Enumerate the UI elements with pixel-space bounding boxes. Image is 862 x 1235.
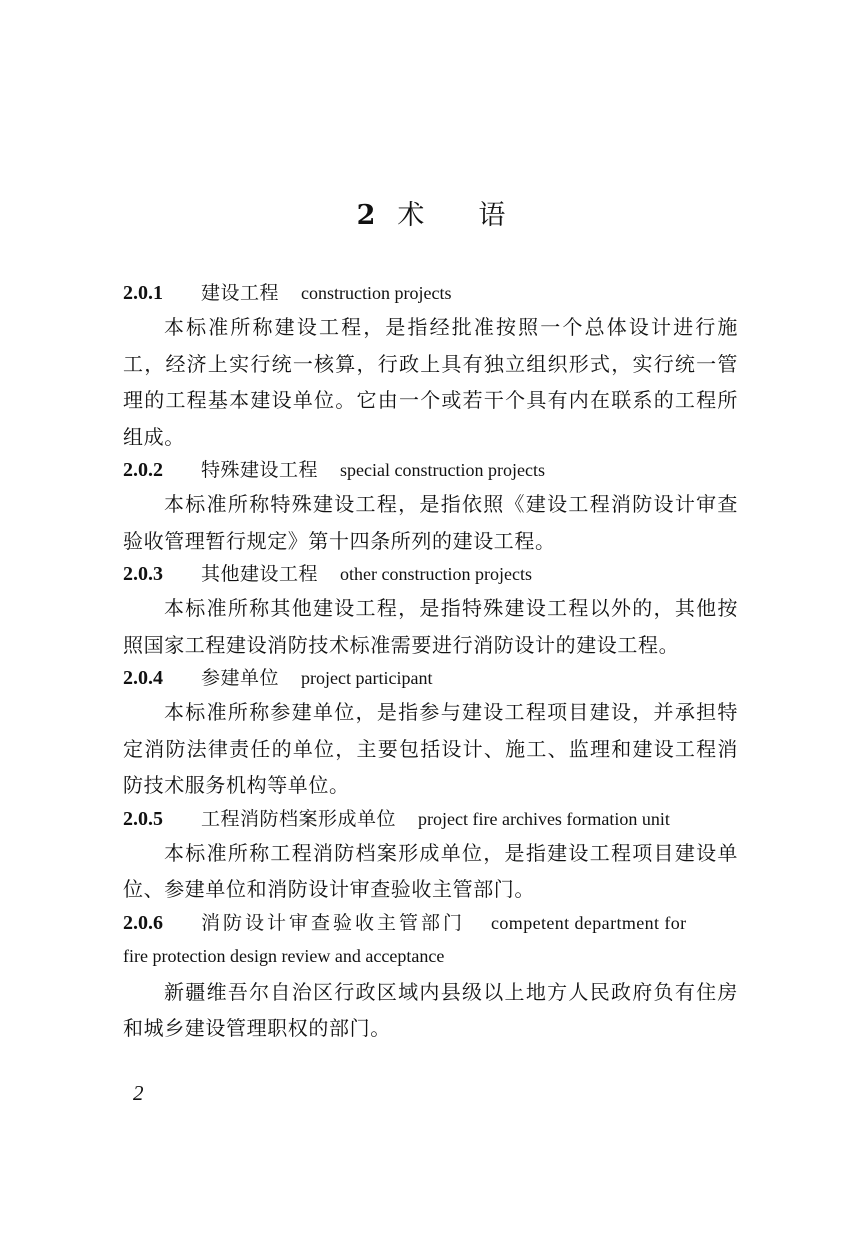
term-zh: 其他建设工程 (201, 563, 319, 585)
term-entry (123, 278, 738, 455)
term-en-continued: fire protection design review and acceptance (123, 945, 445, 966)
term-definition: 新疆维吾尔自治区行政区域内县级以上地方人民政府负有住房和城乡建设管理职权的部门。 (123, 979, 738, 1040)
term-code: 2.0.2 (123, 459, 163, 481)
term-definition: 本标准所称参建单位，是指参与建设工程项目建设，并承担特定消防法律责任的单位，主要包括设计、施工、监理和建设工程消防技术服务机构等单位。 (123, 700, 738, 797)
term-en: competent department for (491, 912, 687, 933)
term-heading (123, 559, 738, 589)
term-code: 2.0.6 (123, 911, 163, 934)
term-code: 2.0.3 (123, 563, 163, 585)
term-code: 2.0.4 (123, 667, 163, 689)
term-zh: 工程消防档案形成单位 (201, 807, 397, 830)
term-heading (123, 908, 738, 938)
term-heading (123, 455, 738, 485)
chapter-number: 2 (356, 200, 376, 231)
term-en: special construction projects (340, 460, 545, 480)
term-definition: 本标准所称特殊建设工程，是指依照《建设工程消防设计审查验收管理暂行规定》第十四条所列的建设工程。 (123, 492, 738, 553)
term-en: other construction projects (340, 564, 532, 584)
term-heading (123, 663, 738, 693)
term-zh: 参建单位 (201, 667, 280, 689)
term-entry (123, 908, 738, 1047)
term-zh: 消防设计审查验收主管部门 (201, 911, 466, 934)
page-number: 2 (133, 1081, 144, 1105)
term-zh: 特殊建设工程 (201, 459, 319, 481)
term-zh: 建设工程 (201, 282, 280, 304)
term-en: project participant (301, 668, 433, 688)
term-entry (123, 559, 738, 663)
term-en: project fire archives formation unit (418, 808, 670, 829)
term-code: 2.0.5 (123, 807, 163, 830)
term-en: construction projects (301, 283, 452, 303)
chapter-title (0, 196, 862, 236)
term-code: 2.0.1 (123, 282, 163, 304)
term-heading (123, 278, 738, 308)
chapter-title-part1: 术 (397, 200, 425, 231)
term-definition: 本标准所称其他建设工程，是指特殊建设工程以外的，其他按照国家工程建设消防技术标准需要进行消防设计的建设工程。 (123, 596, 738, 657)
term-definition: 本标准所称建设工程，是指经批准按照一个总体设计进行施工，经济上实行统一核算，行政上具有独立组织形式，实行统一管理的工程基本建设单位。它由一个或若干个具有内在联系的工程所组成。 (123, 315, 738, 449)
term-heading (123, 804, 738, 834)
term-entry (123, 663, 738, 804)
term-entry (123, 455, 738, 559)
term-entry (123, 804, 738, 908)
term-definition: 本标准所称工程消防档案形成单位，是指建设工程项目建设单位、参建单位和消防设计审查验收主管部门。 (123, 840, 738, 901)
chapter-title-part2: 语 (478, 200, 506, 231)
terms-list (123, 278, 738, 1047)
